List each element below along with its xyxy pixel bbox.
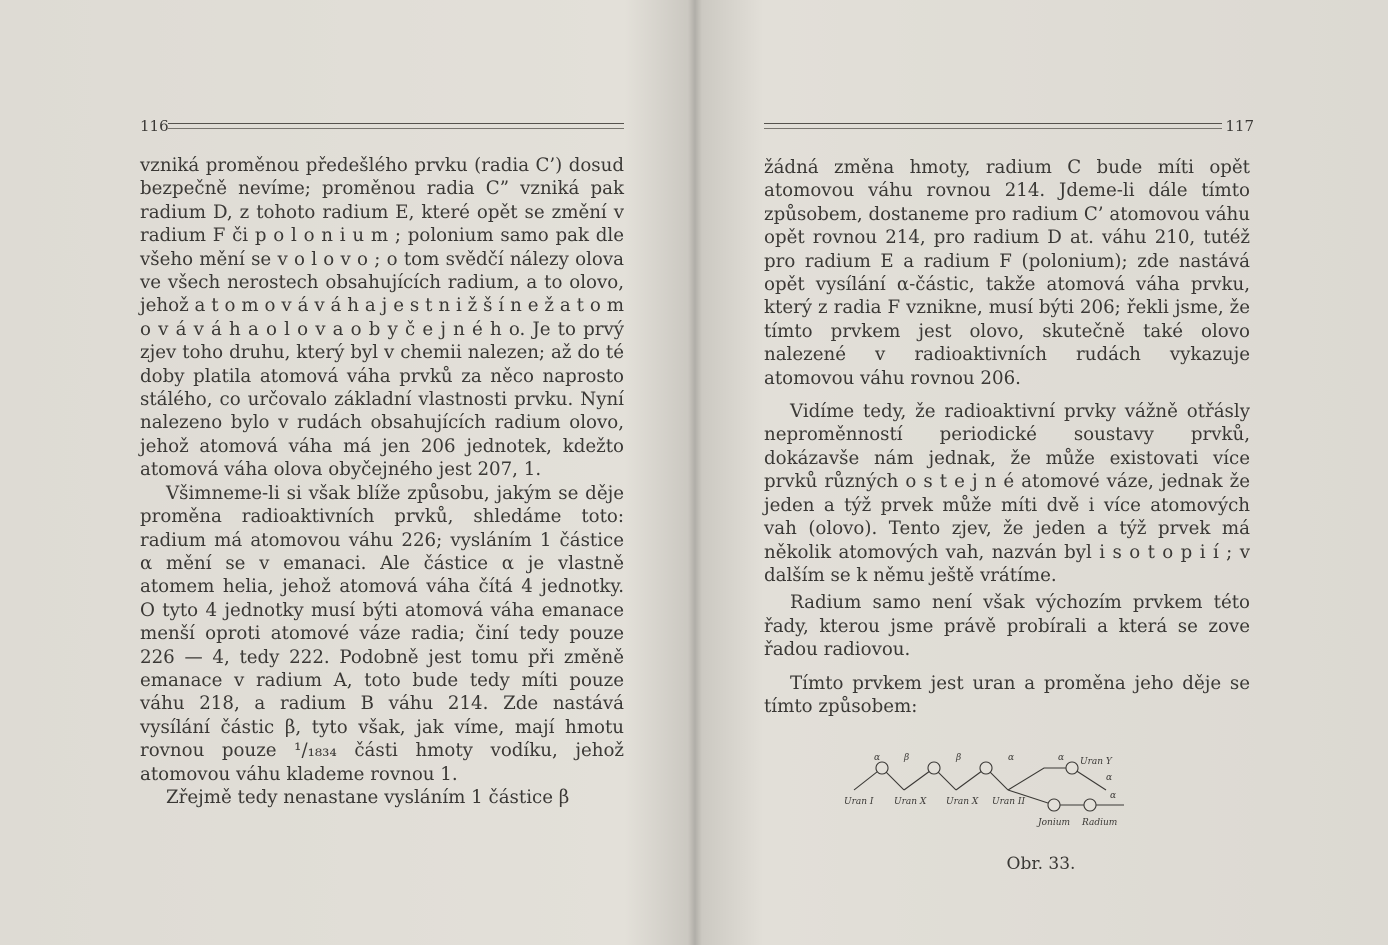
node-uran-ii xyxy=(980,762,992,774)
label-uran-y: Uran Y xyxy=(1080,757,1112,767)
branch-lower xyxy=(1008,790,1124,805)
left-header-rule xyxy=(168,123,624,129)
node-radium xyxy=(1084,799,1096,811)
node-jonium xyxy=(1048,799,1060,811)
label-uran-ii: Uran II xyxy=(992,797,1026,807)
particle-label-1: α xyxy=(874,753,881,763)
right-header-rule xyxy=(764,123,1222,129)
left-paragraph-1: vzniká proměnou předešlého prvku (radia C’) dosud bezpečně nevíme; proměnou radia C” vzniká pak radium D, z tohoto radium E, které opět se změní v radium F či p o l o n i u m ; polonium samo pak dle všeho mění se v o l o v o ; o tom svědčí nálezy olova ve všech nerostech obsahujících radium, a to olovo, jehož a t o m o v á v á h a j e s t n i ž š í n e ž a t o m o v á v á h a o l o v a o b y č e j n é h o. Je to prvý zjev toho druhu, který byl v chemii nalezen; až do té doby platila atomová váha prvků za něco naprosto stálého, co určovalo základní vlastnosti prvku. Nyní nalezeno bylo v rudách obsahujících radium olovo, jehož atomová váha má jen 206 jednotek, kdežto atomová váha olova obyčejného jest 207, 1. xyxy=(140,155,624,481)
uranium-decay-diagram xyxy=(844,750,1164,840)
left-page-number: 116 xyxy=(140,117,169,135)
right-page-text xyxy=(764,156,1250,718)
right-paragraph-3: Radium samo není však výchozím prvkem této řady, kterou jsme právě probírali a která se zove řadou radiovou. xyxy=(764,592,1250,661)
left-paragraph-2: Všimneme-li si však blíže způsobu, jakým se děje proměna radioaktivních prvků, shledáme toto: radium má atomovou váhu 226; vysláním 1 částice α mění se v emanaci. Ale částice α je vlastně atomem helia, jehož atomová váha čítá 4 jednotky. O tyto 4 jednotky musí býti atomová váha emanace menší oproti atomové váze radia; činí tedy pouze 226 — 4, tedy 222. Podobně jest tomu při změně emanace v radium A, toto bude tedy míti pouze váhu 218, a radium B váhu 214. Zde nastává vysílání částic β, tyto však, jak víme, mají hmotu rovnou pouze ¹/₁₈₃₄ části hmoty vodíku, jehož atomovou váhu klademe rovnou 1. xyxy=(140,482,624,785)
particle-label-2: β xyxy=(904,753,910,763)
right-paragraph-4: Tímto prvkem jest uran a proměna jeho děje se tímto způsobem: xyxy=(764,672,1250,717)
figure-caption: Obr. 33. xyxy=(1006,854,1076,874)
left-paragraph-3: Zřejmě tedy nenastane vysláním 1 částice β xyxy=(166,786,570,808)
node-uran-x2 xyxy=(928,762,940,774)
label-uran-x1: Uran X xyxy=(894,797,927,807)
particle-label-3: β xyxy=(956,753,962,763)
node-uran-y xyxy=(1066,762,1078,774)
particle-label-5: α xyxy=(1058,753,1065,763)
right-page-number: 117 xyxy=(1225,117,1254,135)
node-uran-x1 xyxy=(876,762,888,774)
right-paragraph-2: Vidíme tedy, že radioaktivní prvky vážně otřásly neproměnností periodické soustavy prvků, dokázavše nám jednak, že může existovati více prvků různých o s t e j n é atomové váze, jednak že jeden a týž prvek může míti dvě i více atomových vah (olovo). Tento zjev, že jeden a týž prvek má několik atomových vah, nazván byl i s o t o p i í ; v dalším se k němu ještě vrátíme. xyxy=(764,401,1250,586)
particle-label-6: α xyxy=(1106,773,1113,783)
label-uran-x2: Uran X xyxy=(946,797,979,807)
particle-label-7: α xyxy=(1110,791,1117,801)
label-jonium: Jonium xyxy=(1038,818,1071,828)
label-uran-i: Uran I xyxy=(844,797,874,807)
particle-label-4: α xyxy=(1008,753,1015,763)
label-radium: Radium xyxy=(1082,818,1118,828)
right-paragraph-1: žádná změna hmoty, radium C bude míti opět atomovou váhu rovnou 214. Jdeme-li dále tímto způsobem, dostaneme pro radium C’ atomovou váhu opět rovnou 214, pro radium D at. váhu 210, tutéž pro radium E a radium F (polonium); zde nastává opět vysílání α-částic, takže atomová váha prvku, který z radia F vznikne, musí býti 206; řekli jsme, že tímto prvkem jest olovo, skutečně také olovo nalezené v radioaktivních rudách vykazuje atomovou váhu rovnou 206. xyxy=(764,157,1250,389)
branch-upper xyxy=(1008,768,1072,790)
left-page-header xyxy=(140,118,624,134)
right-page-header xyxy=(764,118,1254,134)
right-page xyxy=(694,0,1388,945)
left-page-text xyxy=(140,154,624,809)
